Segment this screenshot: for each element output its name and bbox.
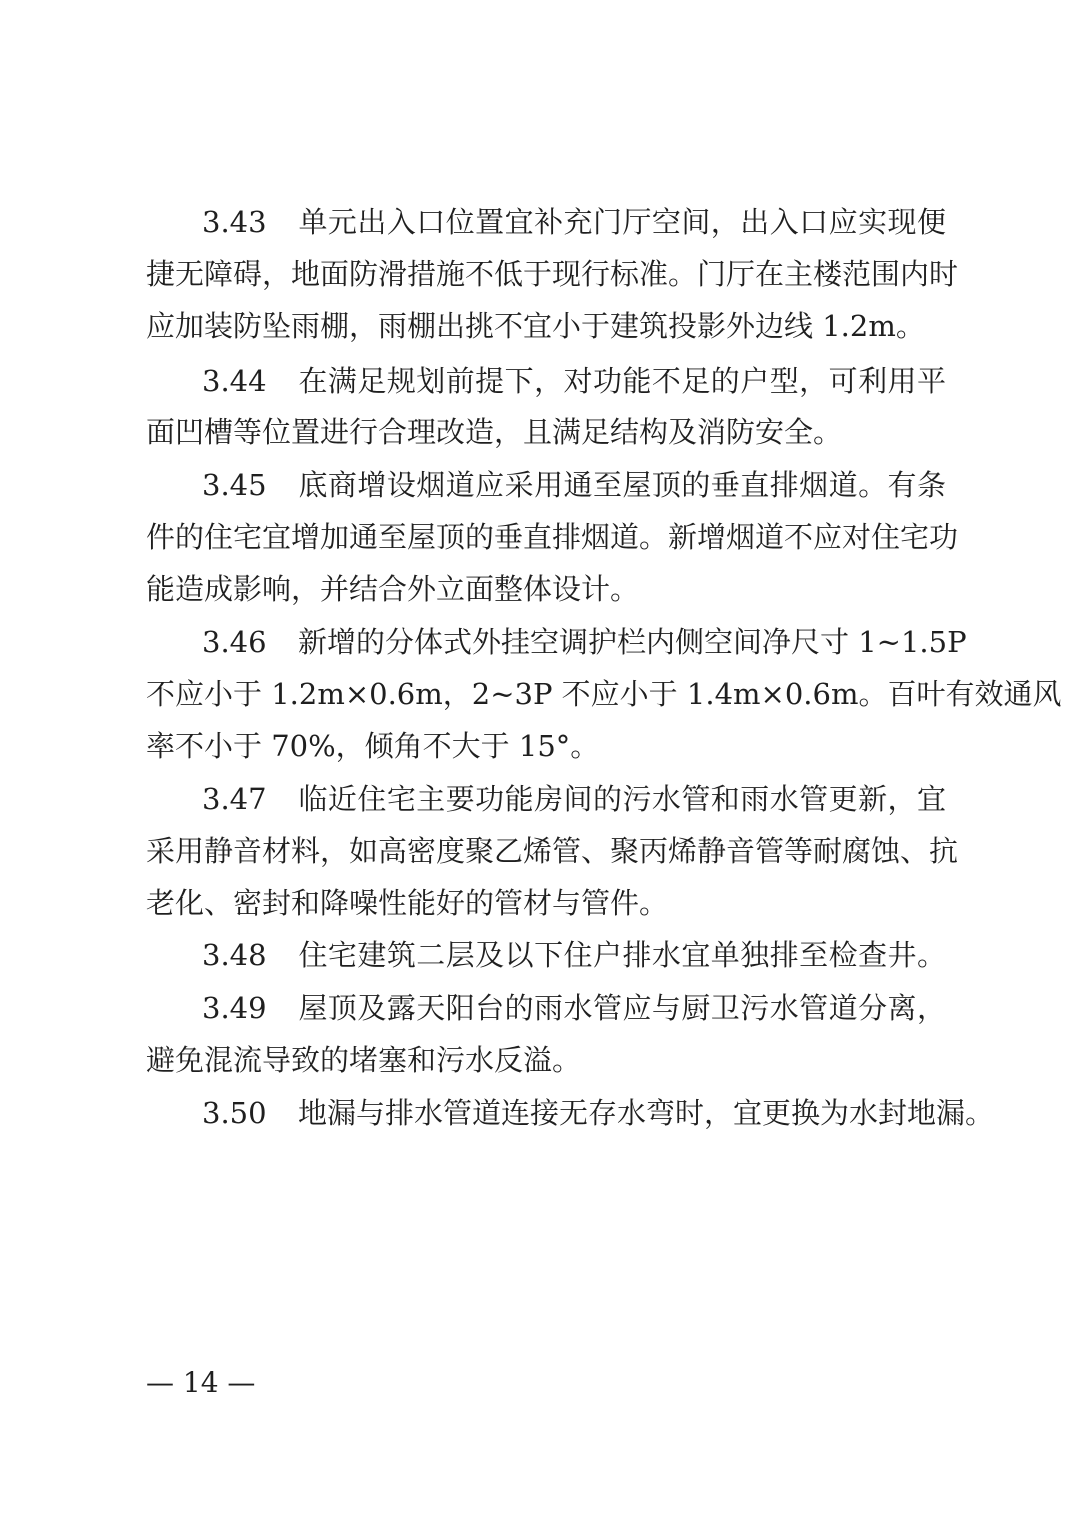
clause-number: 3.46 xyxy=(202,625,267,659)
paragraph-3-44-line-1 xyxy=(202,355,946,407)
clause-number: 3.47 xyxy=(202,782,267,816)
paragraph-3-46-line-2: 不应小于 1.2m×0.6m，2~3P 不应小于 1.4m×0.6m。百叶有效通风 xyxy=(146,677,1062,711)
paragraph-3-45-line-3: 能造成影响，并结合外立面整体设计。 xyxy=(146,572,640,606)
clause-number: 3.44 xyxy=(202,364,267,398)
clause-text: 屋顶及露天阳台的雨水管应与厨卫污水管道分离， xyxy=(298,991,946,1025)
paragraph-3-49-line-1 xyxy=(202,982,946,1034)
paragraph-3-43-line-3: 应加装防坠雨棚，雨棚出挑不宜小于建筑投影外边线 1.2m。 xyxy=(146,309,925,343)
paragraph-3-47-line-3: 老化、密封和降噪性能好的管材与管件。 xyxy=(146,886,669,920)
clause-number: 3.49 xyxy=(202,991,267,1025)
paragraph-3-46-line-3: 率不小于 70%，倾角不大于 15°。 xyxy=(146,729,600,763)
paragraph-3-48-line-1 xyxy=(202,929,946,981)
clause-text: 在满足规划前提下，对功能不足的户型，可利用平 xyxy=(298,364,946,398)
paragraph-3-44-line-2: 面凹槽等位置进行合理改造，且满足结构及消防安全。 xyxy=(146,415,843,449)
clause-text: 临近住宅主要功能房间的污水管和雨水管更新，宜 xyxy=(298,782,946,816)
clause-text: 单元出入口位置宜补充门厅空间，出入口应实现便 xyxy=(298,205,946,239)
clause-text: 住宅建筑二层及以下住户排水宜单独排至检查井。 xyxy=(298,938,946,972)
clause-number: 3.45 xyxy=(202,468,267,502)
paragraph-3-49-line-2: 避免混流导致的堵塞和污水反溢。 xyxy=(146,1043,582,1077)
paragraph-3-45-line-1 xyxy=(202,459,946,511)
clause-number: 3.48 xyxy=(202,938,267,972)
paragraph-3-43-line-1 xyxy=(202,196,946,248)
clause-number: 3.43 xyxy=(202,205,267,239)
clause-number: 3.50 xyxy=(202,1096,267,1130)
clause-text: 新增的分体式外挂空调护栏内侧空间净尺寸 1~1.5P xyxy=(298,625,967,659)
paragraph-3-45-line-2: 件的住宅宜增加通至屋顶的垂直排烟道。新增烟道不应对住宅功 xyxy=(146,520,959,554)
page-number: — 14 — xyxy=(146,1366,256,1399)
paragraph-3-50-line-1 xyxy=(202,1087,995,1139)
paragraph-3-46-line-1 xyxy=(202,616,967,668)
paragraph-3-47-line-1 xyxy=(202,773,946,825)
clause-text: 底商增设烟道应采用通至屋顶的垂直排烟道。有条 xyxy=(298,468,946,502)
paragraph-3-47-line-2: 采用静音材料，如高密度聚乙烯管、聚丙烯静音管等耐腐蚀、抗 xyxy=(146,834,959,868)
paragraph-3-43-line-2: 捷无障碍，地面防滑措施不低于现行标准。门厅在主楼范围内时 xyxy=(146,257,959,291)
clause-text: 地漏与排水管道连接无存水弯时，宜更换为水封地漏。 xyxy=(298,1096,995,1130)
